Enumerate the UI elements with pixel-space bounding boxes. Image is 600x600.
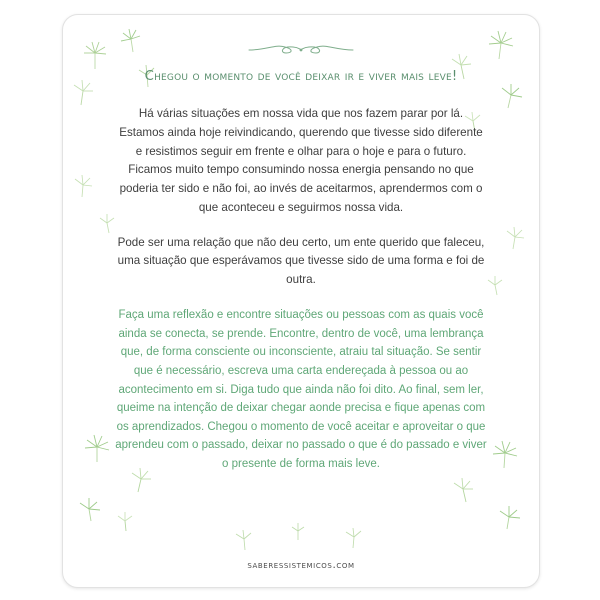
card-inner [63, 15, 539, 587]
site-credit: saberessistemicos.com [247, 559, 355, 571]
paragraph-1: Há várias situações em nossa vida que nos fazem parar por lá. Estamos ainda hoje reivindicando, querendo que tivesse sido diferente e resistimos seguir em frente e olhar para o hoje e para o futuro. Ficamos muito tempo consumindo nossa energia pensando no que poderia ter sido e não foi, ao invés de aceitarmos, aprendermos com o que aconteceu e seguirmos nossa vida. [119, 107, 483, 214]
paragraph-2: Pode ser uma relação que não deu certo, um ente querido que faleceu, uma situação que esperávamos que tivesse sido de uma forma e foi de outra. [117, 235, 485, 287]
card-headline: Chegou o momento de você deixar ir e viver mais leve! [144, 69, 458, 84]
flourish-ornament-icon [241, 41, 361, 59]
quote-card [62, 14, 540, 588]
card-body [115, 105, 487, 490]
paragraph-3: Faça uma reflexão e encontre situações ou pessoas com as quais você ainda se conecta, se prende. Encontre, dentro de você, uma lembrança que, de forma consciente ou inconsciente, atraiu tal situação. Se sentir que é necessário, escreva uma carta endereçada à pessoa ou ao acontecimento em si. Diga tudo que ainda não foi dito. Ao final, sem ler, queime na intenção de deixar chegar aonde precisa e fique apenas com os aprendizados. Chegou o momento de você aceitar e aproveitar o que aprendeu com o passado, deixar no passado o que é do passado e viver o presente de forma mais leve. [115, 309, 487, 471]
